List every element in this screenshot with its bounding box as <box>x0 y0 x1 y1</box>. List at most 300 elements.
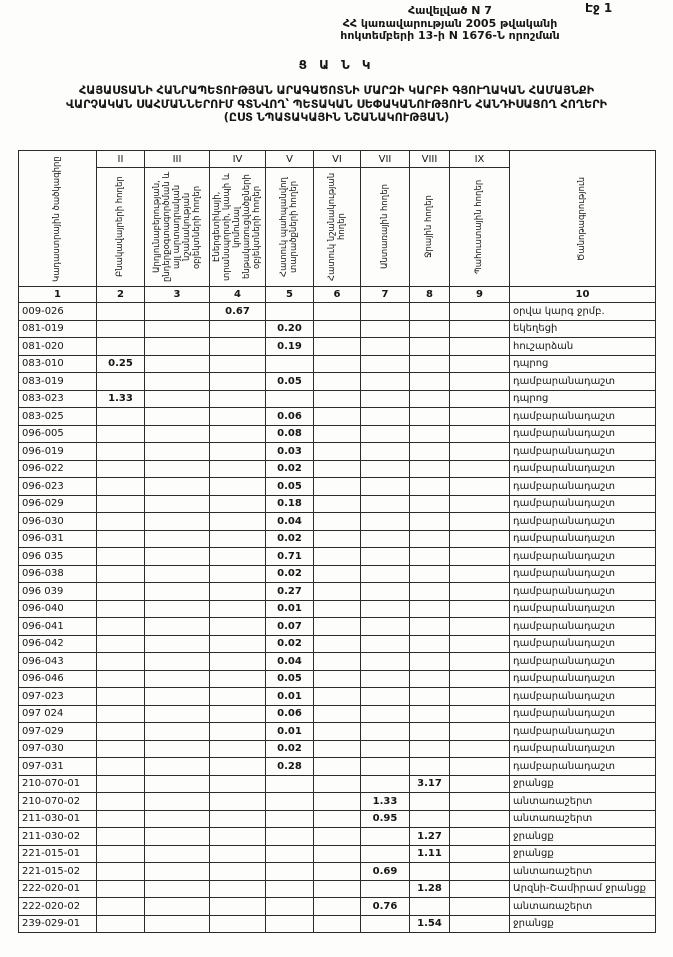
area-value-cell <box>97 618 145 636</box>
area-value-cell <box>361 443 410 461</box>
area-value-cell <box>314 355 361 373</box>
area-value-cell <box>97 303 145 321</box>
area-value-cell <box>410 478 450 496</box>
area-value-cell <box>410 600 450 618</box>
note-cell: դամբարանադաշտ <box>510 705 656 723</box>
area-value-cell <box>314 443 361 461</box>
table-row <box>19 320 656 338</box>
area-value-cell <box>210 880 266 898</box>
note-cell: ջրանցք <box>510 845 656 863</box>
cadastral-code-cell: 221-015-01 <box>19 845 97 863</box>
area-value-cell <box>361 618 410 636</box>
area-value-cell <box>410 425 450 443</box>
title-line-3: (ԸՍՏ ՆՊԱՏԱԿԱՅԻՆ ՆՇԱՆԱԿՈՒԹՅԱՆ) <box>223 111 450 124</box>
area-value-cell <box>145 320 210 338</box>
area-value-cell <box>97 583 145 601</box>
note-cell: դամբարանադաշտ <box>510 688 656 706</box>
area-value-cell <box>210 460 266 478</box>
area-value-cell <box>410 723 450 741</box>
area-value-cell <box>314 740 361 758</box>
area-value-cell <box>210 530 266 548</box>
area-value-cell <box>361 355 410 373</box>
area-value-cell: 0.19 <box>266 338 314 356</box>
area-value-cell <box>450 828 510 846</box>
table-row <box>19 670 656 688</box>
note-cell: դամբարանադաշտ <box>510 653 656 671</box>
title-word-list: Ց Ա Ն Կ <box>298 58 375 72</box>
cadastral-code-cell: 009-026 <box>19 303 97 321</box>
area-value-cell <box>410 320 450 338</box>
column-number-5: 5 <box>266 287 314 303</box>
table-row <box>19 653 656 671</box>
table-body <box>19 303 656 933</box>
area-value-cell <box>450 845 510 863</box>
area-value-cell <box>410 810 450 828</box>
cadastral-code-cell: 096-029 <box>19 495 97 513</box>
cadastral-code-cell: 096-038 <box>19 565 97 583</box>
area-value-cell <box>145 898 210 916</box>
table-row <box>19 723 656 741</box>
appendix-line-2: ՀՀ կառավարության 2005 թվականի <box>342 16 558 30</box>
area-value-cell <box>450 495 510 513</box>
area-value-cell <box>361 670 410 688</box>
area-value-cell <box>145 373 210 391</box>
area-value-cell <box>266 845 314 863</box>
area-value-cell <box>314 338 361 356</box>
area-value-cell <box>210 775 266 793</box>
area-value-cell <box>314 495 361 513</box>
area-value-cell <box>410 635 450 653</box>
area-value-cell <box>410 443 450 461</box>
area-value-cell <box>145 425 210 443</box>
area-value-cell <box>314 513 361 531</box>
area-value-cell <box>450 688 510 706</box>
page-number: Էջ 1 <box>585 1 613 15</box>
area-value-cell <box>266 880 314 898</box>
area-value-cell <box>97 828 145 846</box>
area-value-cell <box>361 915 410 933</box>
area-value-cell: 0.71 <box>266 548 314 566</box>
area-value-cell <box>361 565 410 583</box>
area-value-cell <box>450 408 510 426</box>
roman-numeral-ii: II <box>97 151 145 168</box>
table-row <box>19 460 656 478</box>
area-value-cell <box>314 408 361 426</box>
area-value-cell <box>361 303 410 321</box>
area-value-cell <box>210 425 266 443</box>
area-value-cell <box>210 810 266 828</box>
area-value-cell <box>450 863 510 881</box>
area-value-cell <box>450 723 510 741</box>
area-value-cell <box>361 688 410 706</box>
area-value-cell <box>97 758 145 776</box>
area-value-cell <box>97 688 145 706</box>
area-value-cell <box>145 530 210 548</box>
area-value-cell <box>314 600 361 618</box>
area-value-cell <box>266 355 314 373</box>
area-value-cell <box>210 653 266 671</box>
area-value-cell <box>410 740 450 758</box>
area-value-cell <box>450 320 510 338</box>
area-value-cell <box>314 478 361 496</box>
note-cell: դամբարանադաշտ <box>510 478 656 496</box>
area-value-cell <box>210 478 266 496</box>
area-value-cell <box>314 635 361 653</box>
note-cell: դամբարանադաշտ <box>510 513 656 531</box>
roman-numeral-iv: IV <box>210 151 266 168</box>
roman-numeral-vi: VI <box>314 151 361 168</box>
area-value-cell <box>210 670 266 688</box>
area-value-cell <box>97 653 145 671</box>
cadastral-code-cell: 210-070-01 <box>19 775 97 793</box>
column-header-residential-lands: Բնակավայրերի հողեր <box>97 168 145 287</box>
table-row <box>19 443 656 461</box>
area-value-cell <box>450 443 510 461</box>
area-value-cell <box>450 478 510 496</box>
area-value-cell <box>97 495 145 513</box>
area-value-cell <box>450 775 510 793</box>
column-number-3: 3 <box>145 287 210 303</box>
note-cell: հուշարձան <box>510 338 656 356</box>
area-value-cell <box>210 513 266 531</box>
area-value-cell <box>314 320 361 338</box>
area-value-cell <box>314 670 361 688</box>
area-value-cell <box>97 740 145 758</box>
table-row <box>19 758 656 776</box>
area-value-cell <box>314 460 361 478</box>
area-value-cell <box>314 583 361 601</box>
area-value-cell <box>450 810 510 828</box>
column-number-10: 10 <box>510 287 656 303</box>
area-value-cell <box>210 723 266 741</box>
area-value-cell <box>410 548 450 566</box>
area-value-cell <box>97 810 145 828</box>
area-value-cell: 1.33 <box>97 390 145 408</box>
area-value-cell <box>410 355 450 373</box>
area-value-cell <box>410 583 450 601</box>
table-row <box>19 775 656 793</box>
area-value-cell <box>145 915 210 933</box>
area-value-cell <box>97 478 145 496</box>
area-value-cell: 1.11 <box>410 845 450 863</box>
area-value-cell <box>410 513 450 531</box>
area-value-cell <box>210 635 266 653</box>
cadastral-code-cell: 096-030 <box>19 513 97 531</box>
area-value-cell <box>145 758 210 776</box>
column-number-1: 1 <box>19 287 97 303</box>
area-value-cell: 0.07 <box>266 618 314 636</box>
column-header-special-purpose-lands: Հատուկ նշանակության հողեր <box>314 168 361 287</box>
area-value-cell: 0.02 <box>266 740 314 758</box>
area-value-cell <box>361 583 410 601</box>
area-value-cell <box>314 915 361 933</box>
table-row <box>19 740 656 758</box>
table-row <box>19 513 656 531</box>
cadastral-code-cell: 083-023 <box>19 390 97 408</box>
area-value-cell <box>145 705 210 723</box>
area-value-cell <box>266 793 314 811</box>
area-value-cell <box>97 425 145 443</box>
area-value-cell: 1.54 <box>410 915 450 933</box>
area-value-cell <box>210 828 266 846</box>
area-value-cell <box>314 390 361 408</box>
table-row <box>19 863 656 881</box>
area-value-cell <box>97 723 145 741</box>
area-value-cell <box>210 565 266 583</box>
area-value-cell <box>450 355 510 373</box>
area-value-cell <box>145 688 210 706</box>
area-value-cell <box>450 583 510 601</box>
area-value-cell <box>361 740 410 758</box>
area-value-cell: 0.01 <box>266 688 314 706</box>
area-value-cell <box>314 373 361 391</box>
area-value-cell <box>97 880 145 898</box>
area-value-cell <box>410 653 450 671</box>
area-value-cell <box>314 863 361 881</box>
area-value-cell <box>145 670 210 688</box>
note-cell: դպրոց <box>510 355 656 373</box>
area-value-cell: 0.95 <box>361 810 410 828</box>
area-value-cell <box>361 845 410 863</box>
area-value-cell <box>314 758 361 776</box>
column-number-7: 7 <box>361 287 410 303</box>
cadastral-code-cell: 096-023 <box>19 478 97 496</box>
area-value-cell <box>361 548 410 566</box>
area-value-cell <box>361 723 410 741</box>
area-value-cell <box>361 320 410 338</box>
area-value-cell <box>97 898 145 916</box>
area-value-cell: 0.01 <box>266 600 314 618</box>
area-value-cell <box>361 478 410 496</box>
area-value-cell: 0.04 <box>266 653 314 671</box>
area-value-cell <box>450 600 510 618</box>
area-value-cell <box>97 408 145 426</box>
note-cell: դամբարանադաշտ <box>510 740 656 758</box>
roman-numeral-ix: IX <box>450 151 510 168</box>
cadastral-code-cell: 096-041 <box>19 618 97 636</box>
note-cell: օրվա կարգ ջրմբ. <box>510 303 656 321</box>
area-value-cell <box>210 740 266 758</box>
area-value-cell <box>145 635 210 653</box>
area-value-cell <box>450 390 510 408</box>
cadastral-code-cell: 081-020 <box>19 338 97 356</box>
cadastral-code-cell: 096-040 <box>19 600 97 618</box>
area-value-cell: 0.02 <box>266 530 314 548</box>
note-cell: դպրոց <box>510 390 656 408</box>
table-row <box>19 880 656 898</box>
column-number-2: 2 <box>97 287 145 303</box>
table-row <box>19 303 656 321</box>
area-value-cell <box>145 355 210 373</box>
area-value-cell <box>266 898 314 916</box>
area-value-cell <box>97 513 145 531</box>
area-value-cell: 0.28 <box>266 758 314 776</box>
area-value-cell <box>210 705 266 723</box>
area-value-cell: 1.33 <box>361 793 410 811</box>
area-value-cell <box>97 548 145 566</box>
note-cell: անտառաշերտ <box>510 898 656 916</box>
cadastral-code-cell: 096-046 <box>19 670 97 688</box>
table-row <box>19 845 656 863</box>
area-value-cell: 0.04 <box>266 513 314 531</box>
area-value-cell <box>145 600 210 618</box>
area-value-cell <box>314 775 361 793</box>
area-value-cell <box>450 915 510 933</box>
column-header-cadastral-code: Կադաստրային ծածկագիրը <box>19 151 97 287</box>
cadastral-code-cell: 096-019 <box>19 443 97 461</box>
table-row <box>19 583 656 601</box>
note-cell: դամբարանադաշտ <box>510 495 656 513</box>
cadastral-code-cell: 097-030 <box>19 740 97 758</box>
column-header-reserve-lands: Պահուստային հողեր <box>450 168 510 287</box>
area-value-cell: 0.03 <box>266 443 314 461</box>
area-value-cell <box>97 705 145 723</box>
note-cell: ջրանցք <box>510 915 656 933</box>
area-value-cell: 1.28 <box>410 880 450 898</box>
note-cell: դամբարանադաշտ <box>510 425 656 443</box>
area-value-cell <box>97 565 145 583</box>
area-value-cell <box>314 653 361 671</box>
area-value-cell: 0.67 <box>210 303 266 321</box>
area-value-cell <box>361 880 410 898</box>
area-value-cell <box>97 443 145 461</box>
area-value-cell <box>314 723 361 741</box>
area-value-cell <box>97 320 145 338</box>
area-value-cell <box>361 495 410 513</box>
note-cell: դամբարանադաշտ <box>510 583 656 601</box>
area-value-cell <box>361 705 410 723</box>
table-row <box>19 688 656 706</box>
area-value-cell: 0.08 <box>266 425 314 443</box>
column-number-9: 9 <box>450 287 510 303</box>
area-value-cell <box>314 530 361 548</box>
table-row <box>19 495 656 513</box>
cadastral-code-cell: 081-019 <box>19 320 97 338</box>
table-row <box>19 828 656 846</box>
note-cell: դամբարանադաշտ <box>510 723 656 741</box>
column-number-8: 8 <box>410 287 450 303</box>
area-value-cell: 0.69 <box>361 863 410 881</box>
area-value-cell <box>314 793 361 811</box>
area-value-cell <box>361 758 410 776</box>
area-value-cell <box>450 303 510 321</box>
area-value-cell <box>145 338 210 356</box>
area-value-cell <box>450 670 510 688</box>
cadastral-code-cell: 222-020-01 <box>19 880 97 898</box>
area-value-cell <box>145 583 210 601</box>
area-value-cell <box>314 618 361 636</box>
area-value-cell <box>314 880 361 898</box>
area-value-cell: 3.17 <box>410 775 450 793</box>
area-value-cell <box>410 408 450 426</box>
area-value-cell <box>97 863 145 881</box>
note-cell: դամբարանադաշտ <box>510 618 656 636</box>
area-value-cell <box>145 775 210 793</box>
cadastral-code-cell: 222-020-02 <box>19 898 97 916</box>
cadastral-code-cell: 097-031 <box>19 758 97 776</box>
table-row <box>19 793 656 811</box>
area-value-cell <box>145 303 210 321</box>
area-value-cell <box>266 915 314 933</box>
note-cell: դամբարանադաշտ <box>510 565 656 583</box>
area-value-cell: 0.02 <box>266 460 314 478</box>
area-value-cell <box>450 705 510 723</box>
note-cell: անտառաշերտ <box>510 810 656 828</box>
area-value-cell <box>266 303 314 321</box>
land-parcel-table <box>18 150 656 933</box>
area-value-cell <box>145 793 210 811</box>
area-value-cell: 0.06 <box>266 705 314 723</box>
area-value-cell <box>145 618 210 636</box>
area-value-cell <box>314 565 361 583</box>
area-value-cell: 0.01 <box>266 723 314 741</box>
area-value-cell <box>145 390 210 408</box>
area-value-cell <box>145 565 210 583</box>
area-value-cell <box>450 373 510 391</box>
area-value-cell <box>97 600 145 618</box>
area-value-cell <box>314 688 361 706</box>
area-value-cell <box>410 793 450 811</box>
area-value-cell <box>450 880 510 898</box>
area-value-cell <box>210 408 266 426</box>
column-header-infrastructure-lands: Էներգետիկայի, տրանսպորտի, կապի և կոմունալ ենթակառուցվածքների օբյեկտների հողեր <box>210 168 266 287</box>
area-value-cell <box>145 478 210 496</box>
table-row <box>19 618 656 636</box>
area-value-cell <box>410 670 450 688</box>
area-value-cell <box>410 530 450 548</box>
cadastral-code-cell: 097 024 <box>19 705 97 723</box>
area-value-cell: 0.27 <box>266 583 314 601</box>
area-value-cell <box>145 548 210 566</box>
appendix-header <box>240 5 660 43</box>
table-row <box>19 408 656 426</box>
area-value-cell <box>361 373 410 391</box>
note-cell: դամբարանադաշտ <box>510 758 656 776</box>
note-cell: դամբարանադաշտ <box>510 635 656 653</box>
area-value-cell <box>410 705 450 723</box>
area-value-cell <box>210 583 266 601</box>
title-line-2: ՎԱՐՉԱԿԱՆ ՍԱՀՄԱՆՆԵՐՈՒՄ ԳՏՆՎՈՂ՝ ՊԵՏԱԿԱՆ ՍԵՓԱԿԱՆՈՒԹՅՈՒՆ ՀԱՆԴԻՍԱՑՈՂ ՀՈՂԵՐԻ <box>65 97 608 111</box>
area-value-cell <box>145 828 210 846</box>
note-cell: Արզնի-Շամիրամ ջրանցք <box>510 880 656 898</box>
cadastral-code-cell: 096-031 <box>19 530 97 548</box>
table-row <box>19 898 656 916</box>
cadastral-code-cell: 211-030-02 <box>19 828 97 846</box>
table-row <box>19 373 656 391</box>
area-value-cell <box>361 653 410 671</box>
roman-numeral-vii: VII <box>361 151 410 168</box>
area-value-cell <box>266 810 314 828</box>
area-value-cell <box>145 845 210 863</box>
note-cell: դամբարանադաշտ <box>510 460 656 478</box>
table-row <box>19 390 656 408</box>
area-value-cell <box>266 775 314 793</box>
cadastral-code-cell: 096-005 <box>19 425 97 443</box>
area-value-cell <box>410 565 450 583</box>
area-value-cell <box>145 443 210 461</box>
table-row <box>19 338 656 356</box>
cadastral-code-cell: 096-022 <box>19 460 97 478</box>
area-value-cell <box>410 338 450 356</box>
area-value-cell <box>145 408 210 426</box>
area-value-cell <box>410 758 450 776</box>
note-cell: դամբարանադաշտ <box>510 600 656 618</box>
area-value-cell <box>145 723 210 741</box>
area-value-cell: 0.05 <box>266 478 314 496</box>
area-value-cell <box>266 828 314 846</box>
area-value-cell <box>266 390 314 408</box>
area-value-cell <box>145 513 210 531</box>
